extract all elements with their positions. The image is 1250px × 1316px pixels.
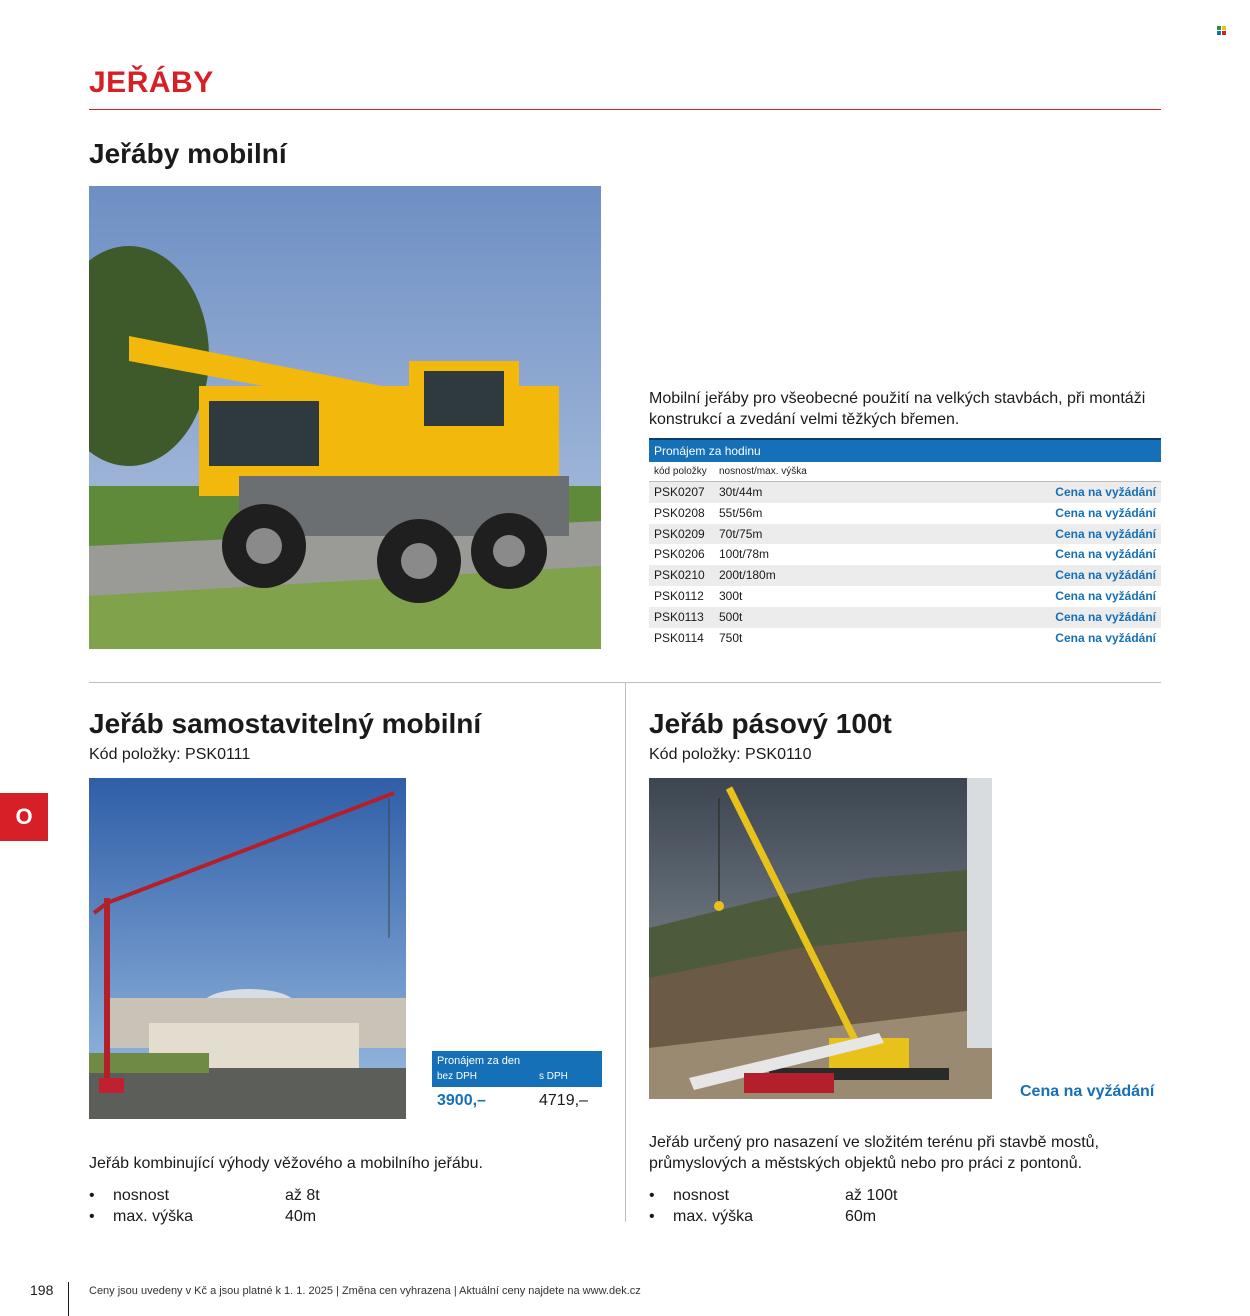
spec-key: nosnost [673,1187,730,1204]
row-capacity: 500t [719,609,743,624]
bullet-icon: • [649,1208,655,1225]
self-erecting-crane-photo [89,778,406,1119]
corner-color-mark [1217,26,1226,35]
table-column-headers [649,462,1161,482]
footer-text: Ceny jsou uvedeny v Kč a jsou platné k 1. 1. 2025 | Změna cen vyhrazena | Aktuální ceny najdete na www.dek.cz [89,1285,641,1297]
row-capacity: 200t/180m [719,568,776,583]
row-price: Cena na vyžádání [1055,568,1156,583]
bullet-icon: • [89,1208,95,1225]
section-title: JEŘÁBY [89,66,214,99]
row-price: Cena na vyžádání [1055,485,1156,499]
crawler-crane-title: Jeřáb pásový 100t [649,708,892,739]
label-vat: s DPH [539,1071,568,1082]
spec-value: až 8t [285,1187,320,1204]
price-box-values [432,1087,602,1115]
price-box-header [432,1051,602,1087]
crawler-price: Cena na vyžádání [1020,1083,1155,1100]
self-erecting-crane-title: Jeřáb samostavitelný mobilní [89,708,482,739]
mobile-crane-photo [89,186,601,649]
spec-value: 40m [285,1208,317,1225]
table-row [649,607,1161,628]
row-capacity: 300t [719,588,743,603]
row-code: PSK0210 [654,568,705,583]
mobile-cranes-price-table [649,438,1161,648]
row-price: Cena na vyžádání [1055,526,1156,541]
spec-key: nosnost [113,1187,170,1204]
row-capacity: 70t/75m [719,526,763,541]
col-code-header: kód položky [654,466,707,477]
price-vat: 4719,– [539,1092,588,1109]
price-box-title: Pronájem za den [437,1055,521,1067]
row-capacity: 750t [719,630,743,645]
row-price: Cena na vyžádání [1055,547,1156,562]
table-row [649,586,1161,607]
footer-divider [68,1282,69,1316]
row-code: PSK0208 [654,505,705,520]
spec-item [89,1206,320,1227]
table-row [649,482,1161,503]
row-code: PSK0113 [654,609,704,624]
bullet-icon: • [89,1187,95,1204]
table-header: Pronájem za hodinu [649,438,1161,462]
spec-key: max. výška [113,1208,194,1225]
column-divider [625,682,626,1222]
self-erecting-price-box [432,1051,602,1115]
col-capacity-header: nosnost/max. výška [719,466,807,477]
table-row [649,544,1161,565]
self-erecting-specs [89,1185,320,1227]
label-no-vat: bez DPH [437,1071,478,1082]
row-capacity: 30t/44m [719,485,763,499]
spec-item [649,1206,897,1227]
row-code: PSK0112 [654,588,704,603]
spec-key: max. výška [673,1208,754,1225]
table-row [649,628,1161,649]
title-divider [89,109,1161,110]
spec-item [649,1185,897,1206]
row-price: Cena na vyžádání [1055,609,1156,624]
table-row [649,524,1161,545]
spec-item [89,1185,320,1206]
crawler-crane-code: Kód položky: PSK0110 [649,746,812,763]
self-erecting-crane-code: Kód položky: PSK0111 [89,746,251,763]
row-capacity: 100t/78m [719,547,770,562]
price-no-vat: 3900,– [437,1092,486,1109]
crawler-description: Jeřáb určený pro nasazení ve složitém terénu při stavbě mostů, průmyslových a městských objektů nebo pro práci z pontonů. [649,1134,1099,1172]
row-code: PSK0114 [654,630,704,645]
row-capacity: 55t/56m [719,505,763,520]
bullet-icon: • [649,1187,655,1204]
table-row [649,503,1161,524]
row-code: PSK0209 [654,526,705,541]
row-price: Cena na vyžádání [1055,588,1156,603]
row-code: PSK0207 [654,485,705,499]
table-row [649,565,1161,586]
page-number: 198 [30,1282,54,1298]
mobile-cranes-title: Jeřáby mobilní [89,138,287,169]
self-erecting-description: Jeřáb kombinující výhody věžového a mobilního jeřábu. [89,1155,483,1172]
table-body [649,482,1161,648]
row-price: Cena na vyžádání [1055,630,1156,645]
chapter-tab: O [0,793,48,841]
crawler-crane-photo [649,778,992,1099]
mobile-cranes-intro: Mobilní jeřáby pro všeobecné použití na velkých stavbách, při montáži konstrukcí a zvedání velmi těžkých břemen. [649,390,1146,428]
spec-value: 60m [845,1208,877,1225]
spec-value: až 100t [845,1187,898,1204]
row-code: PSK0206 [654,547,705,562]
crawler-specs [649,1185,897,1227]
row-price: Cena na vyžádání [1055,505,1156,520]
